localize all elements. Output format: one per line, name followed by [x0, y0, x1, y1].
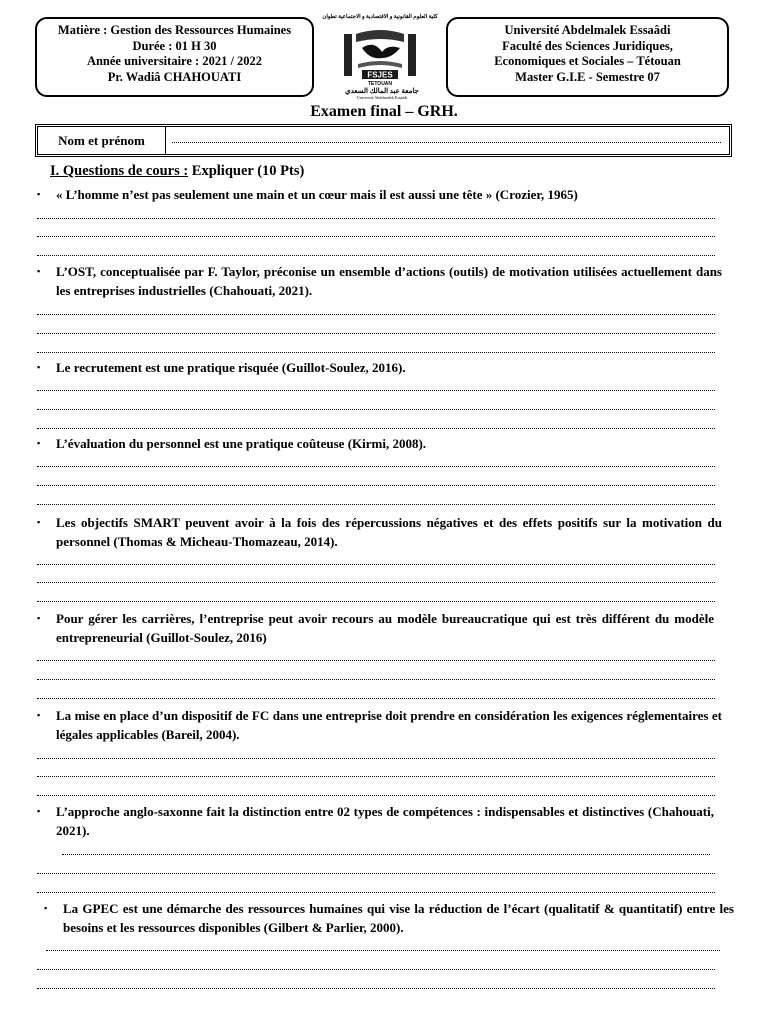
answer-line[interactable]: [37, 314, 715, 315]
answer-line[interactable]: [37, 504, 715, 505]
answer-line[interactable]: [37, 601, 715, 602]
bullet-icon: ▪: [37, 806, 41, 816]
answer-line[interactable]: [37, 409, 715, 410]
question-2: [37, 262, 722, 300]
logo-university: Université Abdelmalek Essaâdi: [356, 95, 408, 100]
bullet-icon: ▪: [37, 613, 41, 623]
section-heading: I. Questions de cours :: [50, 163, 189, 179]
question-1: [37, 185, 717, 204]
answer-line[interactable]: [37, 218, 715, 219]
question-text: Le recrutement est une pratique risquée (Guillot-Soulez, 2016).: [56, 360, 406, 375]
program-semester: Master G.I.E - Semestre 07: [515, 69, 660, 84]
question-text: L’OST, conceptualisée par F. Taylor, préconise un ensemble d’actions (outils) de motivation utilisées actuellement dans les entreprises industrielles (Chahouati, 2021).: [56, 264, 722, 298]
logo-emblem-icon: [322, 14, 438, 98]
question-text: L’évaluation du personnel est une pratique coûteuse (Kirmi, 2008).: [56, 436, 427, 451]
bullet-icon: ▪: [37, 266, 41, 276]
question-8: [37, 802, 714, 840]
course-info-box: [35, 17, 314, 97]
question-text: Pour gérer les carrières, l’entreprise peut avoir recours au modèle bureaucratique qui est très différent du modèle entrepreneurial (Guillot-Soulez, 2016): [56, 611, 714, 645]
answer-line[interactable]: [37, 582, 715, 583]
answer-line[interactable]: [37, 255, 715, 256]
answer-line[interactable]: [37, 352, 715, 353]
bullet-icon: ▪: [37, 362, 41, 372]
faculty-name-cont: Economiques et Sociales – Tétouan: [494, 54, 681, 68]
faculty-name: Faculté des Sciences Juridiques,: [502, 38, 673, 53]
answer-line[interactable]: [37, 564, 715, 565]
question-7: [37, 706, 722, 744]
answer-line[interactable]: [37, 776, 715, 777]
course-subject: Matière : Gestion des Ressources Humaines: [57, 23, 292, 37]
exam-title: Examen final – GRH.: [310, 103, 458, 120]
answer-line[interactable]: [37, 236, 715, 237]
answer-line[interactable]: [37, 873, 715, 874]
bullet-icon: ▪: [44, 903, 48, 913]
bullet-icon: ▪: [37, 189, 41, 199]
answer-line[interactable]: [37, 698, 715, 699]
logo-acronym: FSJES: [367, 70, 393, 80]
course-duration: Durée : 01 H 30: [132, 38, 217, 53]
section-instruction: Expliquer (10 Pts): [188, 163, 305, 179]
answer-line[interactable]: [37, 969, 715, 970]
answer-line[interactable]: [37, 428, 715, 429]
answer-line[interactable]: [37, 892, 715, 893]
logo-city: TETOUAN: [367, 81, 393, 87]
section-title: [50, 163, 304, 180]
university-info-box: [446, 17, 729, 97]
question-text: L’approche anglo-saxonne fait la distinction entre 02 types de compétences : indispensables et distinctives (Chahouati, 2021).: [56, 804, 714, 838]
answer-line[interactable]: [37, 758, 715, 759]
answer-line[interactable]: [37, 795, 715, 796]
answer-line[interactable]: [37, 390, 715, 391]
bullet-icon: ▪: [37, 517, 41, 527]
bullet-icon: ▪: [37, 710, 41, 720]
question-text: La mise en place d’un dispositif de FC dans une entreprise doit prendre en considération les exigences réglementaires et légales applicables (Bareil, 2004).: [56, 708, 722, 742]
question-text: La GPEC est une démarche des ressources humaines qui vise la réduction de l’écart (qualitatif & quantitatif) entre les besoins et les ressources disponibles (Gilbert & Parlier, 2000).: [63, 901, 734, 935]
question-3: [37, 358, 717, 377]
answer-line[interactable]: [62, 854, 710, 855]
name-label: Nom et prénom: [38, 127, 166, 154]
question-5: [37, 513, 722, 551]
university-name: Université Abdelmalek Essaâdi: [504, 23, 671, 37]
answer-line[interactable]: [37, 466, 715, 467]
answer-line[interactable]: [46, 950, 720, 951]
logo-arabic-bottom: جامعة عبد المالك السعدي: [345, 87, 419, 95]
answer-line[interactable]: [37, 679, 715, 680]
answer-line[interactable]: [37, 485, 715, 486]
question-text: « L’homme n’est pas seulement une main et un cœur mais il est aussi une tête » (Crozier, 1965): [56, 187, 578, 202]
bullet-icon: ▪: [37, 438, 41, 448]
answer-line[interactable]: [37, 660, 715, 661]
name-table: [35, 124, 732, 157]
question-4: [37, 434, 717, 453]
academic-year: Année universitaire : 2021 / 2022: [86, 54, 263, 68]
question-text: Les objectifs SMART peuvent avoir à la fois des répercussions négatives et des effets positifs sur la motivation du personnel (Thomas & Micheau-Thomazeau, 2014).: [56, 515, 722, 549]
name-input-field[interactable]: [166, 127, 729, 154]
answer-line[interactable]: [37, 333, 715, 334]
logo-arabic-top: كلية العلوم القانونية و الاقتصادية و الاجتماعية تطوان: [322, 14, 438, 20]
answer-line[interactable]: [37, 988, 715, 989]
question-6: [37, 609, 714, 647]
question-9: [44, 899, 734, 937]
faculty-logo: [322, 14, 438, 98]
professor-name: Pr. Wadiâ CHAHOUATI: [107, 69, 242, 84]
